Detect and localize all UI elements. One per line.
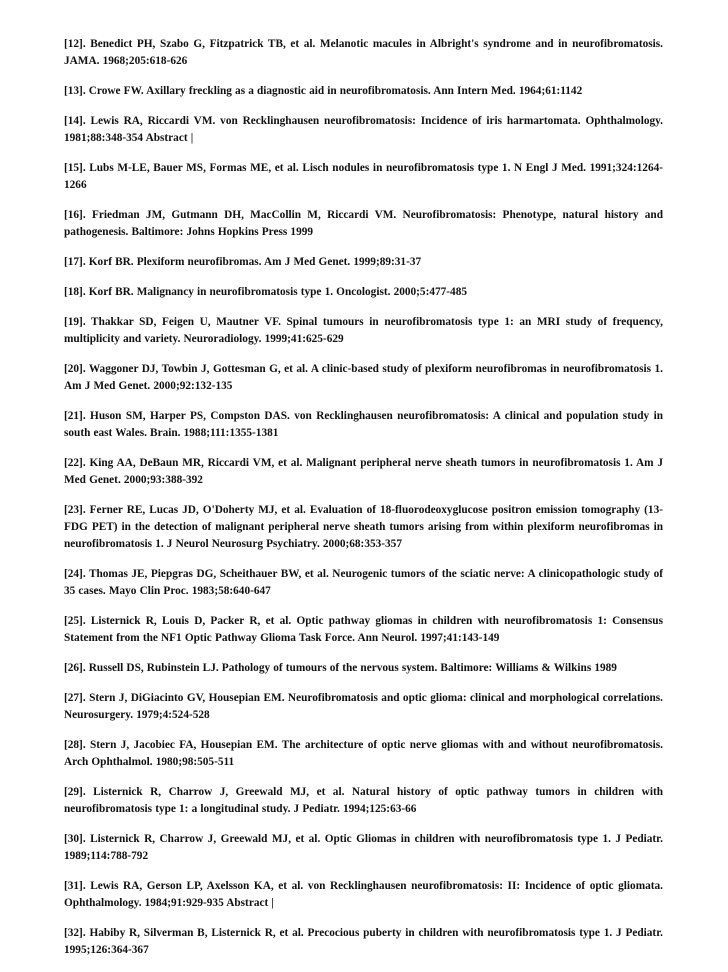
reference-28: [28]. Stern J, Jacobiec FA, Housepian EM. The architecture of optic nerve gliomas with and without neurofibromatosis. Arch Ophthalmol. 1980;98:505-511: [64, 739, 663, 768]
reference-12: [12]. Benedict PH, Szabo G, Fitzpatrick TB, et al. Melanotic macules in Albright's syndrome and in neurofibromatosis. JAMA. 1968;205:618-626: [64, 38, 663, 67]
reference-30: [30]. Listernick R, Charrow J, Greewald MJ, et al. Optic Gliomas in children with neurofibromatosis type 1. J Pediatr. 1989;114:788-792: [64, 833, 663, 862]
reference-21: [21]. Huson SM, Harper PS, Compston DAS. von Recklinghausen neurofibromatosis: A clinical and population study in south east Wales. Brain. 1988;111:1355-1381: [64, 410, 663, 439]
reference-26: [26]. Russell DS, Rubinstein LJ. Pathology of tumours of the nervous system. Baltimore: Williams & Wilkins 1989: [64, 662, 617, 674]
reference-23: [23]. Ferner RE, Lucas JD, O'Doherty MJ, et al. Evaluation of 18-fluorodeoxyglucose positron emission tomography (13-FDG PET) in the detection of malignant peripheral nerve sheath tumors arising from within plexiform neurofibromas in neurofibromatosis 1. J Neurol Neurosurg Psychiatry. 2000;68:353-357: [64, 504, 663, 550]
reference-13: [13]. Crowe FW. Axillary freckling as a diagnostic aid in neurofibromatosis. Ann Intern Med. 1964;61:1142: [64, 85, 583, 97]
reference-20: [20]. Waggoner DJ, Towbin J, Gottesman G, et al. A clinic-based study of plexiform neurofibromas in neurofibromatosis 1. Am J Med Genet. 2000;92:132-135: [64, 363, 663, 392]
reference-16: [16]. Friedman JM, Gutmann DH, MacCollin M, Riccardi VM. Neurofibromatosis: Phenotype, natural history and pathogenesis. Baltimore: Johns Hopkins Press 1999: [64, 209, 663, 238]
reference-29: [29]. Listernick R, Charrow J, Greewald MJ, et al. Natural history of optic pathway tumors in children with neurofibromatosis type 1: a longitudinal study. J Pediatr. 1994;125:63-66: [64, 786, 663, 815]
reference-19: [19]. Thakkar SD, Feigen U, Mautner VF. Spinal tumours in neurofibromatosis type 1: an MRI study of frequency, multiplicity and variety. Neuroradiology. 1999;41:625-629: [64, 316, 663, 345]
reference-25: [25]. Listernick R, Louis D, Packer R, et al. Optic pathway gliomas in children with neurofibromatosis 1: Consensus Statement from the NF1 Optic Pathway Glioma Task Force. Ann Neurol. 1997;41:143-149: [64, 615, 663, 644]
reference-32: [32]. Habiby R, Silverman B, Listernick R, et al. Precocious puberty in children with neurofibromatosis type 1. J Pediatr. 1995;126:364-367: [64, 927, 663, 956]
reference-27: [27]. Stern J, DiGiacinto GV, Housepian EM. Neurofibromatosis and optic glioma: clinical and morphological correlations. Neurosurgery. 1979;4:524-528: [64, 692, 663, 721]
reference-22: [22]. King AA, DeBaun MR, Riccardi VM, et al. Malignant peripheral nerve sheath tumors in neurofibromatosis 1. Am J Med Genet. 2000;93:388-392: [64, 457, 663, 486]
reference-31: [31]. Lewis RA, Gerson LP, Axelsson KA, et al. von Recklinghausen neurofibromatosis: II: Incidence of optic gliomata. Ophthalmology. 1984;91:929-935 Abstract |: [64, 880, 663, 909]
reference-17: [17]. Korf BR. Plexiform neurofibromas. Am J Med Genet. 1999;89:31-37: [64, 256, 422, 268]
reference-14: [14]. Lewis RA, Riccardi VM. von Recklinghausen neurofibromatosis: Incidence of iris harmartomata. Ophthalmology. 1981;88:348-354 Abstract |: [64, 115, 663, 144]
reference-24: [24]. Thomas JE, Piepgras DG, Scheithauer BW, et al. Neurogenic tumors of the sciatic nerve: A clinicopathologic study of 35 cases. Mayo Clin Proc. 1983;58:640-647: [64, 568, 663, 597]
reference-list: [64, 36, 663, 972]
reference-15: [15]. Lubs M-LE, Bauer MS, Formas ME, et al. Lisch nodules in neurofibromatosis type 1. N Engl J Med. 1991;324:1264-1266: [64, 162, 663, 191]
reference-18: [18]. Korf BR. Malignancy in neurofibromatosis type 1. Oncologist. 2000;5:477-485: [64, 286, 467, 298]
